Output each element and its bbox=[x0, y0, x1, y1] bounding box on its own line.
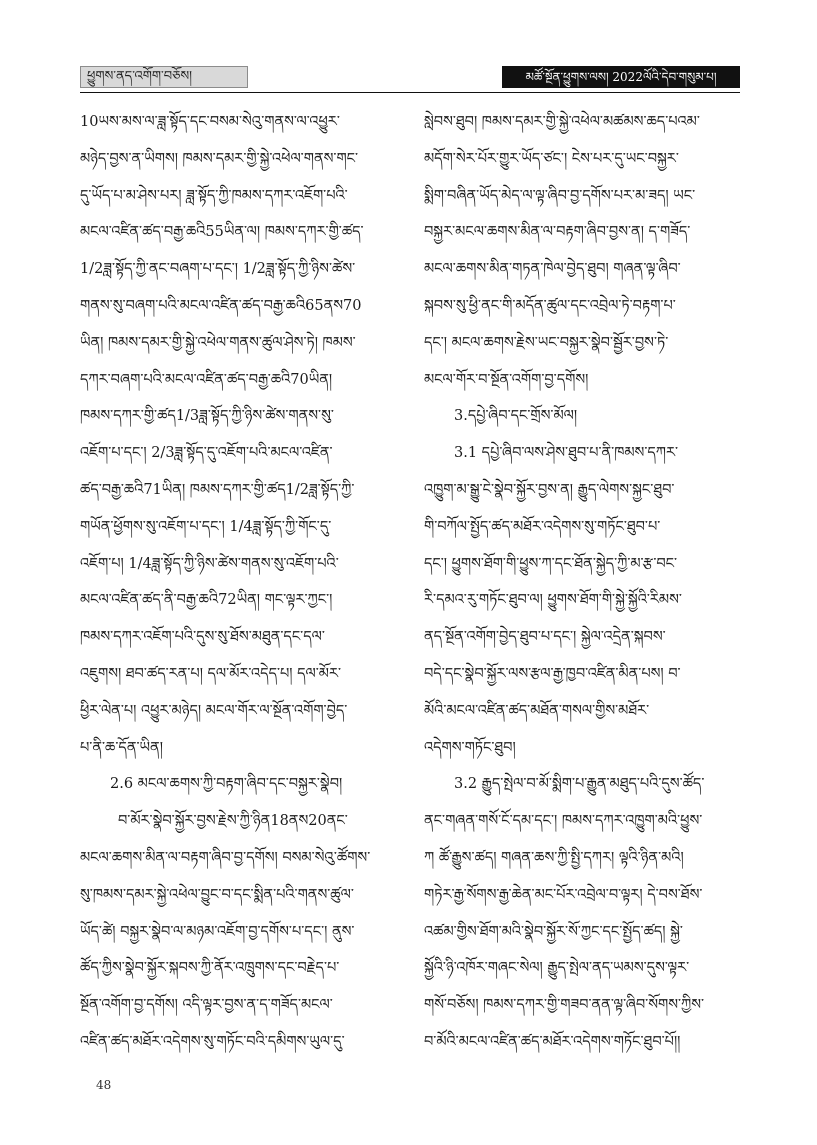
text-line: མངལ་འཛིན་ཚད་བརྒྱ་ཆའི55ཡིན་ལ། ཁམས་དཀར་གྱི་ཚད་ bbox=[80, 224, 364, 241]
text-line: མོའི་མངལ་འཛིན་ཚད་མཐོན་གསལ་གྱིས་མཐོར་ bbox=[424, 702, 650, 719]
text-line: གཡོན་ཕྱོགས་སུ་འཇོག་པ་དང་། 1/4ཟླ་སྟོད་ཀྱི་གོང་དུ་ bbox=[80, 518, 332, 535]
text-line: མངལ་ཆགས་མིན་གཏན་ཁེལ་བྱེད་ཐུབ། གཞན་ལྟ་ཞིབ་ bbox=[424, 261, 681, 278]
text-line: 3.1 དཔྱེ་ཞིབ་ལས་ཤེས་ཐུབ་པ་ནི་ཁམས་དཀར་ bbox=[454, 445, 679, 462]
text-line: དུ་ཡོད་པ་མ་ཤེས་པར། ཟླ་སྟོད་ཀྱི་ཁམས་དཀར་འཇོག་པའི་ bbox=[80, 187, 348, 204]
text-line: པ་ནི་ཆ་དོན་ཡིན། bbox=[80, 739, 163, 756]
text-line: དང་། མངལ་ཆགས་རྗེས་ཡང་བསྐྱར་སྣེབ་སྦྱོར་བྱས་ཏེ་ bbox=[424, 334, 669, 351]
text-line: ཁམས་དཀར་འཇོག་པའི་དུས་སུ་ཐོས་མཐུན་དང་དལ་ bbox=[80, 629, 325, 646]
text-line: མངལ་གོར་བ་སྔོན་འགོག་བྱ་དགོས། bbox=[424, 371, 589, 388]
text-line: མངལ་ཆགས་མིན་ལ་བརྟག་ཞིབ་བྱ་དགོས། བསམ་སེའུ་ཚོགས་ bbox=[80, 849, 371, 866]
text-line: ཡིན། ཁམས་དམར་གྱི་སྐྱེ་འཕེལ་གནས་ཚུལ་ཤེས་ཏེ། ཁམས་ bbox=[80, 334, 356, 351]
page-number: 48 bbox=[96, 1078, 112, 1092]
text-line: འཇོག་པ། 1/4ཟླ་སྟོད་ཀྱི་ཉིས་ཚེས་གནས་སུ་འཇོག་པའི་ bbox=[80, 555, 339, 572]
text-line: བསྐྱར་མངལ་ཆགས་མིན་ལ་བརྟག་ཞིབ་བྱས་ན། ད་གཟོད་ bbox=[424, 224, 691, 241]
header-journal-title: མཚོ་སྔོན་ཕྱུགས་ལས། 2022ལོའི་དེབ་གསུམ་པ། bbox=[502, 66, 740, 88]
text-line: བ་མོའི་མངལ་འཛིན་ཚད་མཐོར་འདེགས་གཏོང་ཐུབ་པོ།། bbox=[424, 1033, 681, 1050]
text-line: ཚད་བརྒྱ་ཆའི71ཡིན། ཁམས་དཀར་གྱི་ཚད1/2ཟླ་སྟོད་ཀྱི་ bbox=[80, 481, 355, 498]
text-line: འཇོག་པ་དང་། 2/3ཟླ་སྟོད་དུ་འཇོག་པའི་མངལ་འཛིན་ bbox=[80, 445, 333, 462]
text-line: ཕྱིར་ལེན་པ། འཕྱུར་མཉེད། མངལ་གོར་ལ་སྔོན་འགོག་བྱེད་ bbox=[80, 702, 348, 719]
running-header bbox=[80, 66, 740, 88]
text-line: ནད་སྔོན་འགོག་བྱེད་ཐུབ་པ་དང་། སྐྱེལ་འདྲེན་སྐབས་ bbox=[424, 629, 666, 646]
text-line: ཡོད་ཚེ། བསྐྱར་སྣེབ་ལ་མཉམ་འཇོག་བྱ་དགོས་པ་དང་། ནུས་ bbox=[80, 923, 355, 940]
text-line: 1/2ཟླ་སྟོད་ཀྱི་ནང་བཞག་པ་དང་། 1/2ཟླ་སྟོད་ཀྱི་ཉིས་ཚེས་ bbox=[80, 261, 356, 278]
text-line: ནང་གཞན་གསོ་ངོ་དམ་དང་། ཁམས་དཀར་འཁྱུག་མའི་ཕྱུས་ bbox=[424, 813, 703, 830]
header-section-title: ཕྱུགས་ནད་འགོག་བཅོས། bbox=[80, 66, 248, 88]
text-line: མཉེད་བྱས་ན་ཡིགས། ཁམས་དམར་གྱི་སྐྱེ་འཕེལ་གནས་གང་ bbox=[80, 150, 359, 167]
section-heading-2-6: 2.6 མངལ་ཆགས་ཀྱི་བརྟག་ཞིབ་དང་བསྐྱར་སྣེབ། bbox=[110, 776, 343, 793]
text-line: འཇུགས། ཐབ་ཚད་རན་པ། དལ་མོར་འདེད་པ། དལ་མོར་ bbox=[80, 665, 342, 682]
text-line: གཏེར་རྒྱ་སོགས་རྒྱ་ཆེན་མང་པོར་འབྲེལ་བ་ལྟར། དེ་བས་ཐོས་ bbox=[424, 886, 703, 903]
text-line: དཀར་བཞག་པའི་མངལ་འཛིན་ཚད་བརྒྱ་ཆའི70ཡིན། bbox=[80, 371, 333, 388]
text-line: དང་། ཕྱུགས་ཐོག་གི་ཕྱུས་ཀ་དང་ཐོན་སྐྱེད་ཀྱི་མ་རྩ་བང་ bbox=[424, 555, 678, 572]
text-line: བ་མོར་སྣེབ་སྐྱོར་བྱས་རྗེས་ཀྱི་ཉིན18ནས20ནང་ bbox=[118, 813, 348, 830]
text-line: འཛིན་ཚད་མཐོར་འདེགས་སུ་གཏོང་བའི་དམིགས་ཡུལ་དུ་ bbox=[80, 1033, 345, 1050]
text-line: སླེབས་ཐུབ། ཁམས་དམར་གྱི་སྐྱེ་འཕེལ་མཚམས་ཆད་པའམ་ bbox=[424, 114, 700, 130]
section-heading-3: 3.དཔྱེ་ཞིབ་དང་གྲོས་མོལ། bbox=[454, 408, 578, 425]
text-line: སྐྱོའི་ཉི་འཁོར་གཞང་སེལ། རྒྱུད་སྤེལ་ནད་ཡམས་དུས་ལྟར་ bbox=[424, 960, 690, 977]
text-line: བདེ་དང་སྣེབ་སྐྱོར་ལས་རྩལ་རྒྱ་ཁྱབ་འཛིན་མིན་པས། བ་ bbox=[424, 665, 681, 682]
text-line: གི་བཀོལ་སྤྱོད་ཚད་མཐོར་འདེགས་སུ་གཏོང་ཐུབ་པ་ bbox=[424, 518, 661, 535]
text-line: འཁྱུག་མ་སྒྱུ་ངེ་སྣེབ་སྐྱོར་བྱས་ན། རྒྱུད་ལེགས་སྐྱང་ཐུབ་ bbox=[424, 481, 675, 498]
text-line: རི་དམའ་རུ་གཏོང་ཐུབ་ལ། ཕྱུགས་ཐོག་གི་སྐྱེ་སྐྱོའི་རིམས་ bbox=[424, 592, 682, 609]
text-line: སྐབས་སུ་ཕྱི་ནང་གི་མདོན་ཚུལ་དང་འབྲེལ་ཏེ་བརྟག་པ་ bbox=[424, 297, 676, 314]
text-line: མདོག་སེར་པོར་གྱུར་ཡོད་ཙང་། ངེས་པར་དུ་ཡང་བསྐྱར་ bbox=[424, 150, 679, 167]
text-line: ཁམས་དཀར་གྱི་ཚད1/3ཟླ་སྟོད་ཀྱི་ཉིས་ཚེས་གནས་སུ་ bbox=[80, 408, 334, 425]
text-line: 3.2 རྒྱུད་སྤེལ་བ་མོ་སྨིག་པ་རྒྱུན་མཐུད་པའི་དུས་ཚོད་ bbox=[454, 776, 705, 793]
text-line: འཚམ་གྱིས་ཐོག་མའི་སྣེབ་སྐྱོར་སོ་ཀྱང་དང་སྤྱོད་ཚད། སྐྱེ་ bbox=[424, 923, 683, 940]
text-line: སྨིག་བཞིན་ཡོད་མེད་ལ་ལྟ་ཞིབ་བྱ་དགོས་པར་མ་ཟད། ཡང་ bbox=[424, 187, 696, 204]
text-line: འདེགས་གཏོང་ཐུབ། bbox=[424, 739, 516, 756]
text-line: སྔོན་འགོག་བྱ་དགོས། འདི་ལྟར་བྱས་ན་ད་གཟོད་མངལ་ bbox=[80, 997, 333, 1014]
text-line: མངལ་འཛིན་ཚད་ནི་བརྒྱ་ཆའི72ཡིན། གང་ལྟར་ཀྱང་། bbox=[80, 592, 333, 609]
header-rule bbox=[80, 92, 740, 93]
text-line: ཀ ཚོ་རྒྱུས་ཚད། གཞན་ཆས་ཀྱི་སྤྱི་དཀར། ལྟའི་ཉིན་མའི། bbox=[424, 849, 684, 866]
text-line: 10ཡས་མས་ལ་ཟླ་སྟོད་དང་བསམ་སེའུ་གནས་ལ་འཕྱུར་ bbox=[80, 114, 340, 130]
text-line: ཚོད་ཀྱིས་སྣེབ་སྐྱོར་སྐབས་ཀྱི་ནོར་འཁྲུགས་དང་བརྗེད་པ་ bbox=[80, 960, 340, 977]
text-line: གནས་སུ་བཞག་པའི་མངལ་འཛིན་ཚད་བརྒྱ་ཆའི65ནས70 bbox=[80, 297, 362, 314]
right-column bbox=[424, 104, 742, 1061]
text-line: སུ་ཁམས་དམར་སྐྱེ་འཕེལ་བྱུང་བ་དང་སྨིན་པའི་གནས་ཚུལ་ bbox=[80, 886, 354, 903]
left-column bbox=[80, 104, 398, 1061]
text-line: གསོ་བཅོས། ཁམས་དཀར་གྱི་གཟབ་ནན་ལྟ་ཞིབ་སོགས་ཀྱིས་ bbox=[424, 997, 705, 1014]
